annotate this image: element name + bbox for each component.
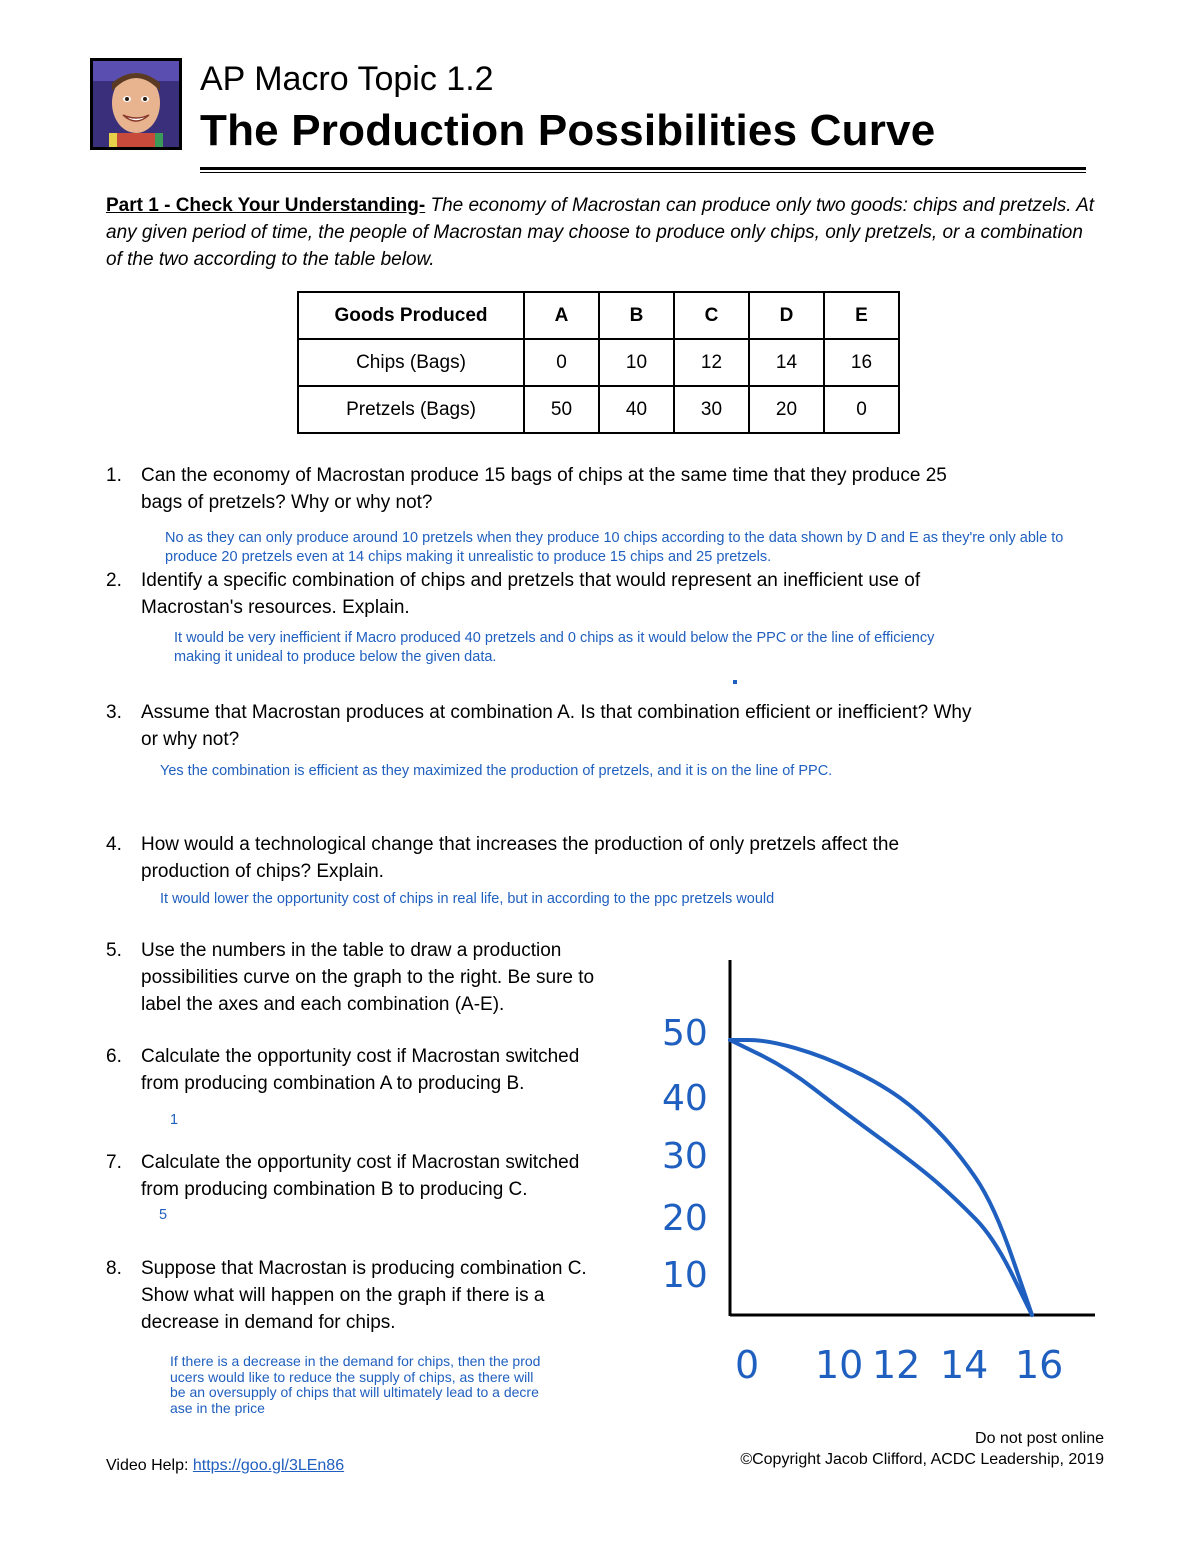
question-5 [106,937,594,1018]
question-text: Show what will happen on the graph if there is a [141,1285,545,1306]
answer-2 [174,629,934,667]
question-7 [106,1149,579,1203]
table-cell: 0 [524,339,599,386]
table-header-cell: A [524,292,599,339]
answer-text: ase in the price [170,1399,265,1416]
answer-8 [170,1354,540,1416]
answer-4 [160,890,774,909]
question-number: 3. [106,702,122,723]
answer-7 [159,1206,167,1225]
table-cell: 0 [824,386,899,433]
x-tick-label: 10 [815,1343,864,1387]
x-tick-label: 14 [940,1343,989,1387]
table-header-cell: C [674,292,749,339]
question-text: or why not? [141,729,240,750]
table-row [298,339,899,386]
question-text: production of chips? Explain. [141,861,384,882]
question-number: 7. [106,1152,122,1173]
table-cell: 14 [749,339,824,386]
table-cell: 16 [824,339,899,386]
question-number: 4. [106,834,122,855]
question-text: possibilities curve on the graph to the right. Be sure to [141,967,595,988]
x-tick-label: 16 [1015,1343,1064,1387]
question-number: 6. [106,1046,122,1067]
question-text: How would a technological change that increases the production of only pretzels affect the [141,834,900,855]
y-tick-label: 10 [662,1255,708,1296]
goods-table [297,291,900,434]
question-text: from producing combination A to producing B. [141,1073,525,1094]
do-not-post-notice: Do not post online [975,1430,1104,1447]
table-header-row [298,292,899,339]
title-divider [200,167,1086,170]
question-number: 5. [106,940,122,961]
table-row [298,386,899,433]
table-cell: 20 [749,386,824,433]
question-number: 2. [106,570,122,591]
table-header-cell: D [749,292,824,339]
intro-paragraph [106,192,1096,273]
table-cell: Chips (Bags) [298,339,524,386]
answer-1 [165,529,1063,567]
question-text: label the axes and each combination (A-E). [141,994,505,1015]
question-text: from producing combination B to producing C. [141,1179,528,1200]
answer-text: be an oversupply of chips that will ultimately lead to a decre [170,1384,539,1400]
answer-text: It would be very inefficient if Macro produced 40 pretzels and 0 chips as it would below the PPC or the line of efficiency [174,630,935,646]
topic-heading: AP Macro Topic 1.2 [200,60,494,98]
question-4 [106,831,899,885]
answer-text: 1 [170,1112,179,1128]
video-help [106,1457,344,1475]
question-text: bags of pretzels? Why or why not? [141,492,433,513]
y-tick-label: 50 [662,1013,708,1054]
intro-text: The economy of Macrostan can produce only two goods: chips and pretzels. At any given period of time, the people of Macrostan may choose to produce only chips, only pretzels, or a combination of the two according to the table below. [106,195,1095,270]
y-tick-label: 30 [662,1136,708,1177]
question-text: decrease in demand for chips. [141,1312,396,1333]
table-cell: 10 [599,339,674,386]
question-text: Use the numbers in the table to draw a production [141,940,562,961]
y-tick-label: 20 [662,1198,708,1239]
question-text: Assume that Macrostan produces at combination A. Is that combination efficient or inefficient? Why [141,702,972,723]
y-tick-label: 40 [662,1078,708,1119]
table-cell: Pretzels (Bags) [298,386,524,433]
ppc-graph [620,950,1110,1400]
answer-text: It would lower the opportunity cost of chips in real life, but in according to the ppc pretzels would [160,891,775,907]
question-text: Calculate the opportunity cost if Macrostan switched [141,1046,580,1067]
table-header-cell: B [599,292,674,339]
x-tick-label: 12 [872,1343,921,1387]
question-text: Calculate the opportunity cost if Macrostan switched [141,1152,580,1173]
table-header-cell: E [824,292,899,339]
question-text: Macrostan's resources. Explain. [141,597,410,618]
question-3 [106,699,971,753]
answer-text: ucers would like to reduce the supply of chips, as there will [170,1368,534,1385]
question-text: Suppose that Macrostan is producing combination C. [141,1258,587,1279]
ppc-curve-2 [730,1040,1032,1315]
footer-notice [740,1428,1104,1470]
x-tick-label: 0 [735,1343,760,1387]
answer-text: Yes the combination is efficient as they maximized the production of pretzels, and it is on the line of PPC. [160,763,833,779]
table-cell: 40 [599,386,674,433]
question-8 [106,1255,587,1336]
copyright-text: ©Copyright Jacob Clifford, ACDC Leadership, 2019 [740,1451,1104,1468]
answer-3 [160,762,832,781]
title-divider-thin [200,172,1086,173]
answer-text: making it unideal to produce below the given data. [174,649,497,665]
question-text: Can the economy of Macrostan produce 15 bags of chips at the same time that they produce 25 [141,465,947,486]
table-cell: 30 [674,386,749,433]
question-number: 8. [106,1258,122,1279]
video-help-label: Video Help: [106,1457,193,1474]
question-1 [106,462,947,516]
ink-dot [733,680,737,684]
page-title: The Production Possibilities Curve [200,106,936,155]
video-help-link[interactable]: https://goo.gl/3LEn86 [192,1457,345,1474]
question-6 [106,1043,579,1097]
question-text: Identify a specific combination of chips and pretzels that would represent an inefficient use of [141,570,921,591]
answer-text: No as they can only produce around 10 pretzels when they produce 10 chips according to the data shown by D and E as they're only able to [165,530,1064,546]
question-2 [106,567,920,621]
answer-6 [170,1111,178,1130]
ppc-curve-1 [730,1040,1032,1315]
table-cell: 50 [524,386,599,433]
table-header-cell: Goods Produced [298,292,524,339]
part-heading: Part 1 - Check Your Understanding- [106,195,426,216]
table-cell: 12 [674,339,749,386]
author-portrait [90,58,182,150]
question-number: 1. [106,465,122,486]
answer-text: If there is a decrease in the demand for chips, then the prod [170,1353,541,1369]
answer-text: produce 20 pretzels even at 14 chips making it unrealistic to produce 15 chips and 25 pretzels. [165,549,772,565]
answer-text: 5 [159,1207,168,1223]
